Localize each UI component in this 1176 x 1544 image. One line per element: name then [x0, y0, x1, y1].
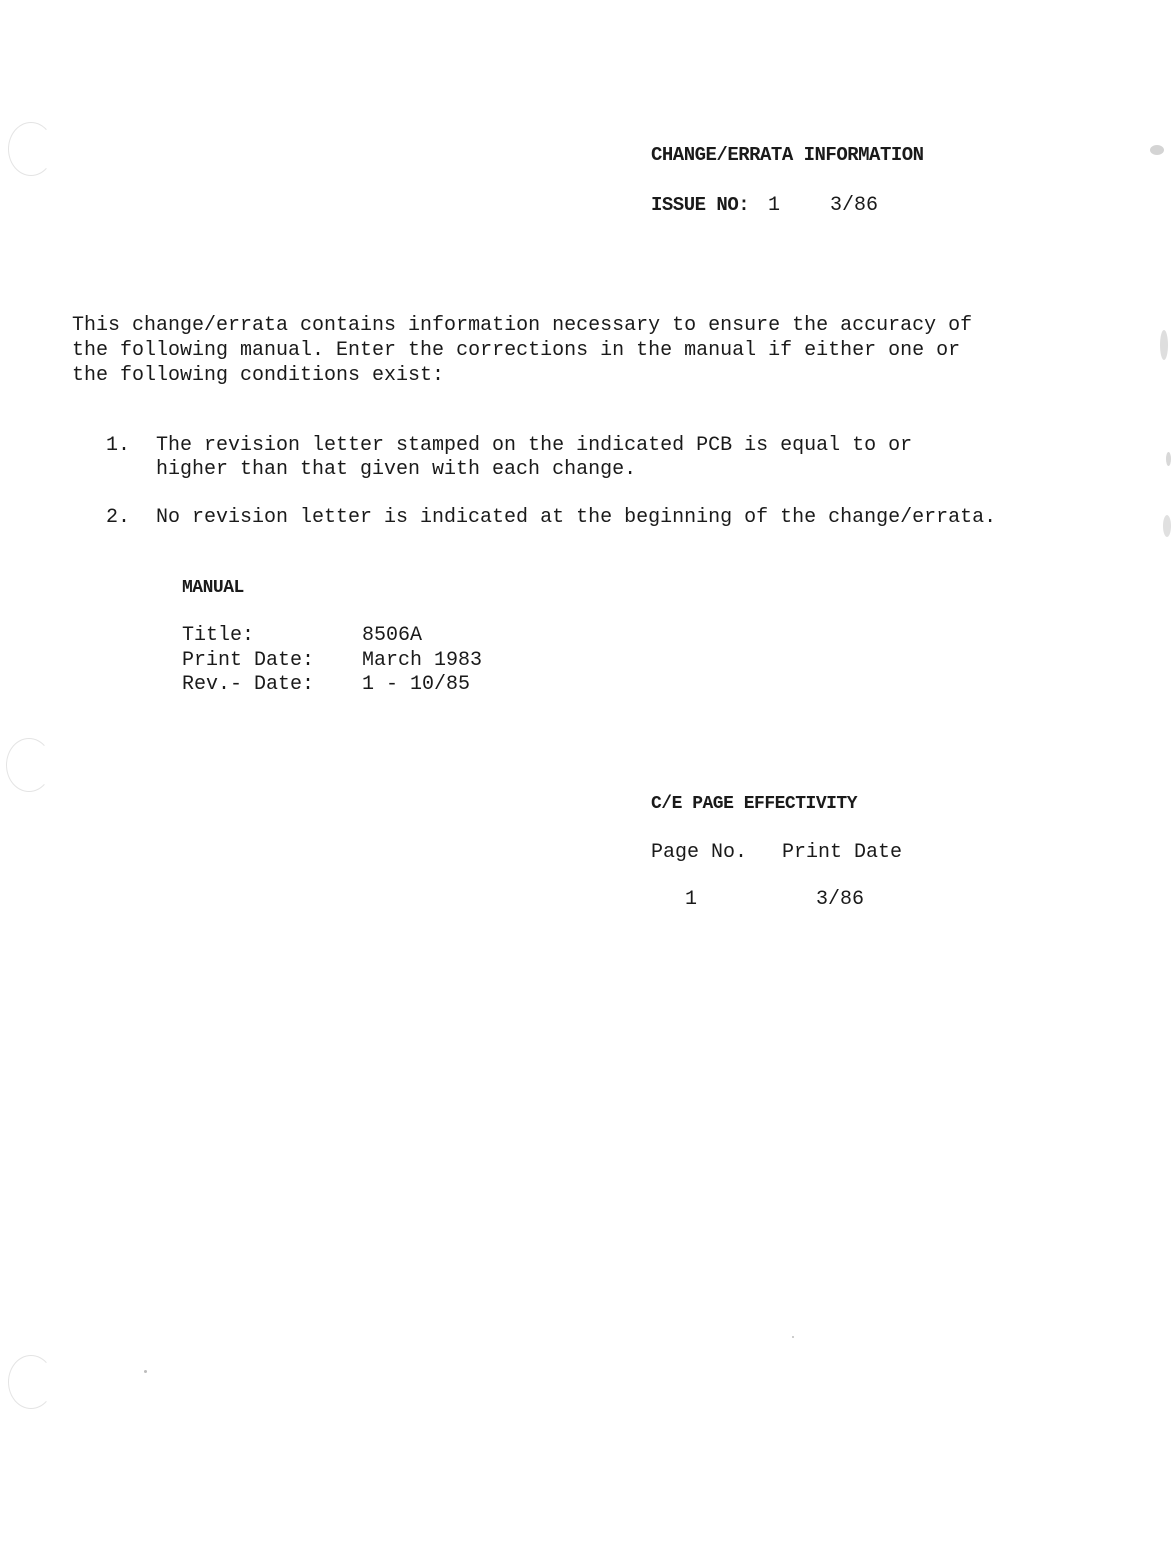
manual-row-label: Rev.- Date: — [182, 673, 315, 696]
effectivity-print-date: 3/86 — [816, 888, 865, 911]
column-header-print-date: Print Date — [782, 841, 903, 864]
effectivity-page-number: 1 — [685, 888, 698, 911]
manual-heading: MANUAL — [182, 578, 244, 598]
document-title: CHANGE/ERRATA INFORMATION — [651, 144, 924, 166]
issue-date: 3/86 — [830, 194, 879, 217]
scan-speck — [1150, 145, 1164, 155]
scan-speck — [1160, 330, 1168, 360]
manual-row-label: Print Date: — [182, 649, 315, 672]
manual-row — [182, 649, 482, 673]
intro-line: the following manual. Enter the corrections in the manual if either one or — [72, 339, 961, 362]
punch-hole-shadow — [8, 1355, 54, 1409]
manual-row-value: March 1983 — [362, 649, 483, 672]
manual-row — [182, 624, 422, 648]
intro-paragraph — [72, 313, 992, 388]
condition-item — [106, 506, 996, 530]
condition-number: 2. — [106, 506, 131, 529]
issue-label: ISSUE NO: — [651, 194, 750, 216]
condition-line: higher than that given with each change. — [156, 458, 637, 481]
scan-speck — [792, 1336, 794, 1338]
condition-line: No revision letter is indicated at the beginning of the change/errata. — [156, 506, 997, 529]
effectivity-row — [685, 888, 864, 911]
manual-row-value: 1 - 10/85 — [362, 673, 471, 696]
condition-line: The revision letter stamped on the indicated PCB is equal to or — [156, 434, 913, 457]
condition-item — [106, 434, 912, 482]
condition-text — [156, 506, 996, 530]
punch-hole-shadow — [6, 738, 52, 792]
manual-row-label: Title: — [182, 624, 255, 647]
scan-speck — [1163, 515, 1171, 537]
punch-hole-shadow — [8, 122, 54, 176]
manual-row — [182, 673, 470, 697]
intro-line: the following conditions exist: — [72, 364, 445, 387]
scan-speck — [1166, 452, 1171, 466]
condition-number: 1. — [106, 434, 131, 457]
effectivity-column-headers — [651, 841, 902, 864]
effectivity-heading: C/E PAGE EFFECTIVITY — [651, 794, 858, 814]
manual-row-value: 8506A — [362, 624, 423, 647]
condition-text — [156, 434, 912, 482]
scan-speck — [144, 1370, 147, 1373]
intro-line: This change/errata contains information necessary to ensure the accuracy of — [72, 314, 973, 337]
issue-number: 1 — [768, 194, 781, 217]
column-header-page: Page No. — [651, 841, 748, 864]
